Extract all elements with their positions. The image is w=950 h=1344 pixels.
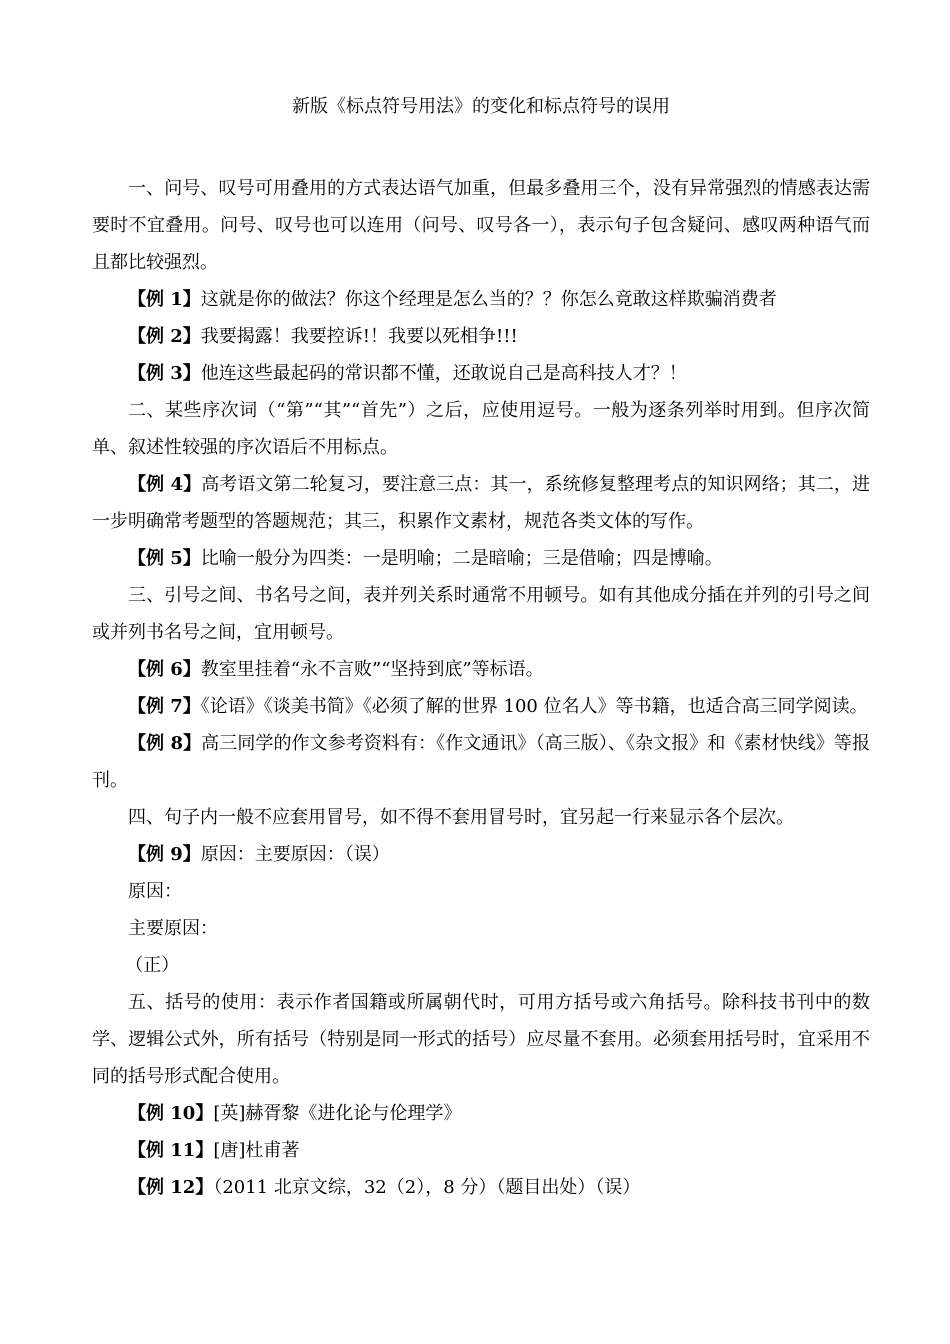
example-9 — [92, 836, 870, 873]
example-text: [英]赫胥黎《进化论与伦理学》 — [213, 1103, 462, 1124]
example-label: 【例 11】 — [128, 1140, 214, 1161]
example-text: 这就是你的做法？你这个经理是怎么当的？？你怎么竟敢这样欺骗消费者 — [200, 289, 777, 310]
example-6 — [92, 651, 870, 688]
paragraph-4: 四、句子内一般不应套用冒号，如不得不套用冒号时，宜另起一行来显示各个层次。 — [128, 807, 794, 828]
line-correct-mark: （正） — [125, 955, 180, 976]
example-label: 【例 8】 — [128, 733, 202, 754]
example-text: [唐]杜甫著 — [213, 1140, 300, 1161]
example-text: 比喻一般分为四类：一是明喻；二是暗喻；三是借喻；四是博喻。 — [200, 548, 723, 569]
example-text: 教室里挂着“永不言败”“坚持到底”等标语。 — [200, 659, 544, 680]
document-title: 新版《标点符号用法》的变化和标点符号的误用 — [292, 96, 670, 117]
example-text: 我要揭露！我要控诉!！我要以死相争!!! — [200, 326, 518, 347]
example-text: 《论语》《谈美书简》《必须了解的世界 100 位名人》等书籍，也适合高三同学阅读。 — [200, 696, 868, 717]
example-7 — [92, 688, 870, 725]
line-main-reason: 主要原因： — [128, 918, 218, 939]
example-label: 【例 10】 — [128, 1103, 214, 1124]
paragraph-5: 五、括号的使用：表示作者国籍或所属朝代时，可用方括号或六角括号。除科技书刊中的数学、逻辑公式外，所有括号（特别是同一形式的括号）应尽量不套用。必须套用括号时，宜采用不同的括号形式配合使用。 — [92, 992, 870, 1087]
example-1 — [92, 281, 870, 318]
example-10 — [92, 1095, 870, 1132]
example-label: 【例 6】 — [128, 659, 201, 680]
example-text: 高三同学的作文参考资料有：《作文通讯》（高三版）、《杂文报》和《素材快线》等报刊。 — [92, 733, 870, 791]
example-label: 【例 7】 — [128, 696, 201, 717]
example-label: 【例 9】 — [128, 844, 201, 865]
example-3 — [92, 355, 870, 392]
example-label: 【例 4】 — [128, 474, 202, 495]
example-label: 【例 12】 — [128, 1177, 214, 1198]
document-page — [92, 92, 870, 1206]
example-label: 【例 5】 — [128, 548, 201, 569]
paragraph-1: 一、问号、叹号可用叠用的方式表达语气加重，但最多叠用三个，没有异常强烈的情感表达需要时不宜叠用。问号、叹号也可以连用（问号、叹号各一），表示句子包含疑问、感叹两种语气而且都比较强烈。 — [92, 178, 870, 273]
example-5 — [92, 540, 870, 577]
line-reason: 原因： — [128, 881, 182, 902]
example-text: 他连这些最起码的常识都不懂，还敢说自己是高科技人才？！ — [200, 363, 687, 384]
example-text: 高考语文第二轮复习，要注意三点：其一，系统修复整理考点的知识网络；其二，进一步明确常考题型的答题规范；其三，积累作文素材，规范各类文体的写作。 — [92, 474, 870, 532]
example-text: （2011 北京文综，32（2），8 分）（题目出处）（误） — [213, 1177, 641, 1198]
example-label: 【例 2】 — [128, 326, 201, 347]
example-label: 【例 1】 — [128, 289, 201, 310]
example-2 — [92, 318, 870, 355]
paragraph-2: 二、某些序次词（“第”“其”“首先”）之后，应使用逗号。一般为逐条列举时用到。但序次简单、叙述性较强的序次语后不用标点。 — [92, 400, 870, 458]
example-11 — [92, 1132, 870, 1169]
example-label: 【例 3】 — [128, 363, 201, 384]
paragraph-3: 三、引号之间、书名号之间，表并列关系时通常不用顿号。如有其他成分插在并列的引号之间或并列书名号之间，宜用顿号。 — [92, 585, 870, 643]
example-text: 原因：主要原因：（误） — [200, 844, 390, 865]
example-4 — [92, 466, 870, 540]
example-12 — [92, 1169, 870, 1206]
example-8 — [92, 725, 870, 799]
